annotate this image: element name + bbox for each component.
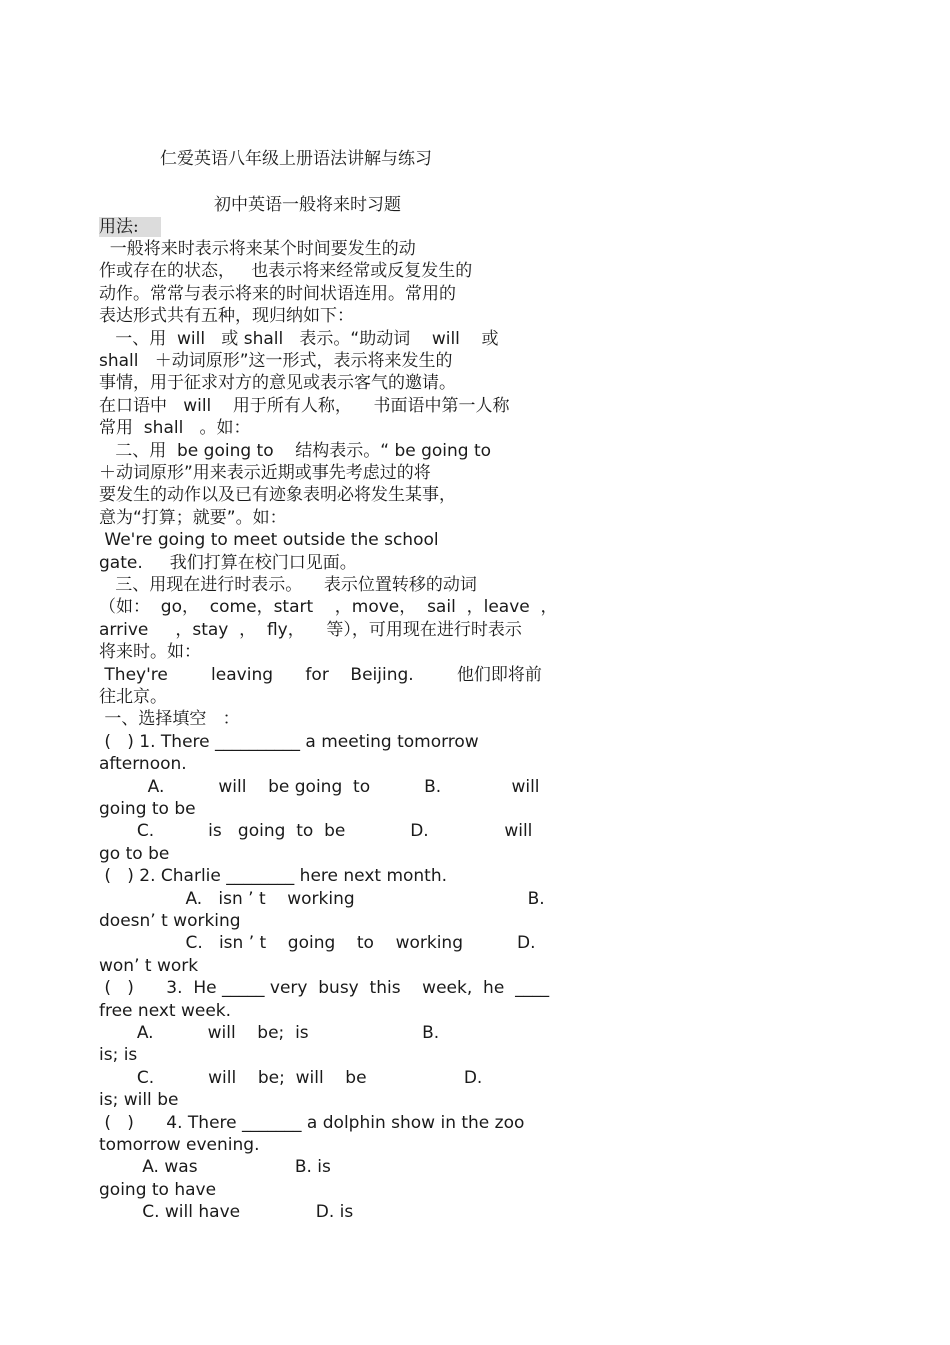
- text-line: 在口语中 will 用于所有人称， 书面语中第一人称: [99, 395, 510, 416]
- text-line: arrive ，stay ， fly， 等），可用现在进行时表示: [99, 619, 522, 640]
- document-title: 仁爱英语八年级上册语法讲解与练习: [160, 149, 432, 169]
- text-line: C. will be; will be D.: [99, 1067, 483, 1088]
- text-line: We're going to meet outside the school: [99, 530, 439, 551]
- text-line: 一、用 will 或 shall 表示。“助动词 will 或: [99, 328, 499, 349]
- text-line: is; is: [99, 1045, 138, 1066]
- text-line: 常用 shall 。如：: [99, 418, 251, 439]
- usage-heading: [99, 216, 161, 238]
- text-line: ＋动词原形”用来表示近期或事先考虑过的将: [99, 463, 431, 483]
- text-line: shall ＋动词原形”这一形式，表示将来发生的: [99, 351, 453, 371]
- text-line: （如： go， come，start ，move， sail ，leave ，: [99, 597, 558, 618]
- text-line: 往北京。: [99, 687, 167, 707]
- text-line: won’ t work: [99, 955, 199, 976]
- text-line: C. is going to be D. will: [99, 821, 533, 842]
- text-line: 表达形式共有五种，现归纳如下：: [99, 306, 354, 327]
- text-line: ( ) 4. There _______ a dolphin show in the zoo: [99, 1112, 525, 1133]
- text-line: 事情，用于征求对方的意见或表示客气的邀请。: [99, 373, 456, 394]
- text-line: A. will be going to B. will: [99, 776, 540, 797]
- text-line: 意为“打算；就要”。如：: [99, 507, 287, 528]
- text-line: 将来时。如：: [99, 642, 201, 663]
- text-line: C. isn ’ t going to working D.: [99, 933, 536, 954]
- text-line: going to be: [99, 799, 196, 819]
- text-line: 要发生的动作以及已有迹象表明必将发生某事，: [99, 485, 456, 506]
- text-line: They're leaving for Beijing. 他们即将前: [99, 664, 542, 685]
- text-line: tomorrow evening.: [99, 1135, 260, 1155]
- text-line: free next week.: [99, 1000, 232, 1021]
- text-line: A. will be; is B.: [99, 1023, 440, 1043]
- text-line: A. was B. is: [99, 1157, 331, 1178]
- text-line: is; will be: [99, 1090, 179, 1111]
- text-line: ( ) 2. Charlie ________ here next month.: [99, 866, 448, 887]
- text-line: 二、用 be going to 结构表示。“ be going to: [99, 440, 492, 461]
- document-subtitle: 初中英语一般将来时习题: [214, 195, 401, 215]
- text-line: 一、选择填空 ：: [99, 709, 240, 730]
- text-line: C. will have D. is: [99, 1202, 354, 1223]
- text-line: 一般将来时表示将来某个时间要发生的动: [99, 239, 416, 259]
- text-line: 作或存在的状态， 也表示将来经常或反复发生的: [99, 261, 473, 282]
- usage-heading-text: 用法:: [99, 217, 161, 237]
- text-line: 三、用现在进行时表示。 表示位置转移的动词: [99, 575, 477, 595]
- text-line: afternoon.: [99, 754, 187, 775]
- text-line: ( ) 1. There __________ a meeting tomorrow: [99, 731, 479, 752]
- text-line: go to be: [99, 843, 170, 864]
- text-line: 动作。常常与表示将来的时间状语连用。常用的: [99, 283, 456, 304]
- text-line: going to have: [99, 1179, 217, 1200]
- text-line: gate. 我们打算在校门口见面。: [99, 552, 357, 573]
- text-line: doesn’ t working: [99, 911, 241, 931]
- text-line: A. isn ’ t working B.: [99, 888, 545, 909]
- text-line: ( ) 3. He _____ very busy this week, he ____: [99, 978, 550, 999]
